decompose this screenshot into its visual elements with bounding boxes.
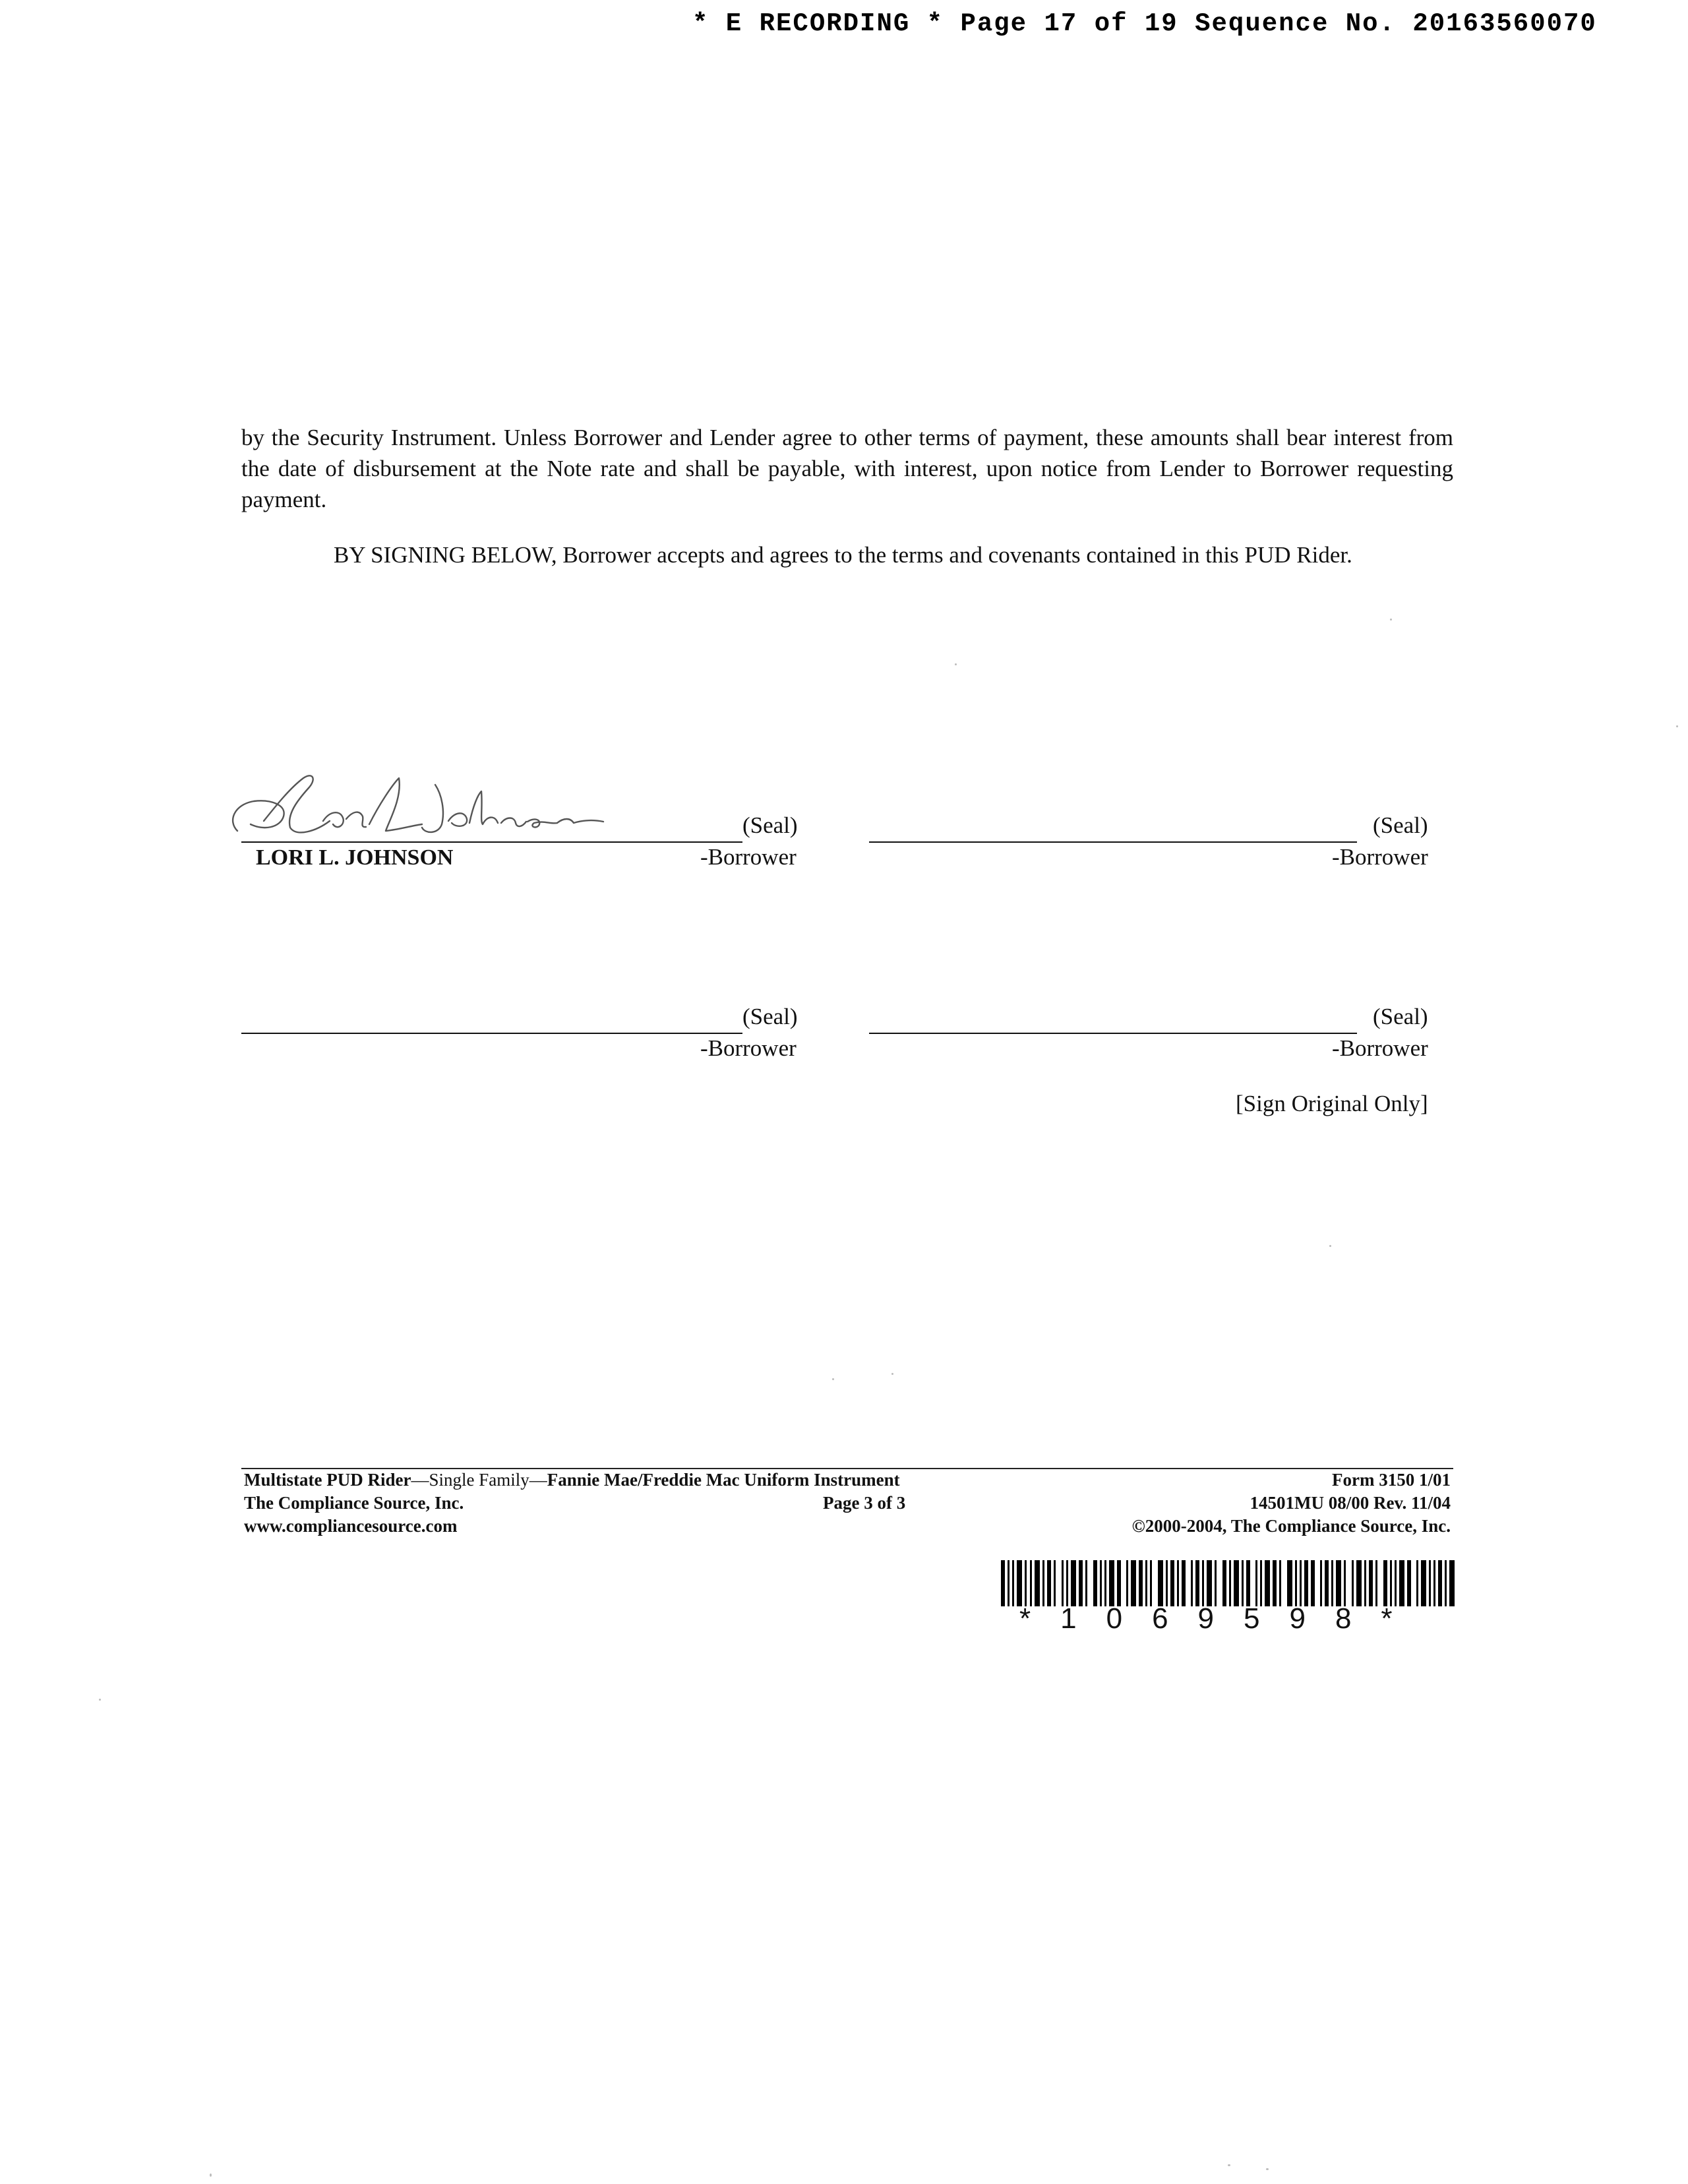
signature-line-4	[869, 1033, 1357, 1034]
seal-label-4: (Seal)	[1373, 1004, 1428, 1029]
footer-website: www.compliancesource.com	[244, 1516, 458, 1536]
scan-speck	[99, 1699, 101, 1701]
sign-original-note: [Sign Original Only]	[1236, 1091, 1428, 1116]
borrower-signature-image	[224, 758, 633, 851]
scan-speck	[210, 2173, 212, 2177]
scan-speck	[891, 1373, 893, 1375]
scan-speck	[955, 663, 957, 665]
scan-speck	[1390, 619, 1392, 621]
borrower-name-1: LORI L. JOHNSON	[256, 845, 454, 870]
signature-line-3	[241, 1033, 742, 1034]
borrower-role-4: -Borrower	[1332, 1035, 1428, 1061]
barcode-digits: *1069598*	[1019, 1602, 1422, 1635]
footer-rule	[241, 1468, 1453, 1469]
seal-label-2: (Seal)	[1373, 812, 1428, 838]
signature-line-2	[869, 841, 1357, 843]
scan-speck	[1329, 1245, 1331, 1247]
recording-header: * E RECORDING * Page 17 of 19 Sequence No. 20163560070	[692, 9, 1597, 38]
footer-form-number: Form 3150 1/01	[1332, 1470, 1451, 1490]
seal-label-1: (Seal)	[742, 812, 798, 838]
signature-line-1	[241, 841, 742, 843]
barcode-bars	[1001, 1560, 1456, 1606]
footer-title-part-1: Multistate PUD Rider	[244, 1470, 411, 1490]
scan-speck	[832, 1378, 834, 1380]
footer-company: The Compliance Source, Inc.	[244, 1493, 464, 1513]
borrower-role-1: -Borrower	[700, 844, 797, 870]
paragraph-payment-terms: by the Security Instrument. Unless Borrower and Lender agree to other terms of payment, these amounts shall bear interest from the date of disbursement at the Note rate and shall be payable, with interest, upon notice from Lender to Borrower requesting payment.	[241, 425, 1453, 512]
seal-label-3: (Seal)	[742, 1004, 798, 1029]
footer-title-part-2: —Single Family—	[411, 1470, 547, 1490]
footer-title-part-3: Fannie Mae/Freddie Mac Uniform Instrument	[547, 1470, 900, 1490]
borrower-role-3: -Borrower	[700, 1035, 797, 1061]
footer-form-title	[244, 1470, 900, 1490]
paragraph-signing-acceptance: BY SIGNING BELOW, Borrower accepts and agrees to the terms and covenants contained in this PUD Rider.	[334, 542, 1352, 568]
footer-copyright: ©2000-2004, The Compliance Source, Inc.	[1131, 1516, 1451, 1536]
scan-speck	[1266, 2168, 1269, 2170]
scan-speck	[1676, 725, 1678, 727]
footer-page-number: Page 3 of 3	[823, 1493, 906, 1513]
footer-revision: 14501MU 08/00 Rev. 11/04	[1250, 1493, 1451, 1513]
scan-speck	[1228, 2164, 1230, 2166]
borrower-role-2: -Borrower	[1332, 844, 1428, 870]
